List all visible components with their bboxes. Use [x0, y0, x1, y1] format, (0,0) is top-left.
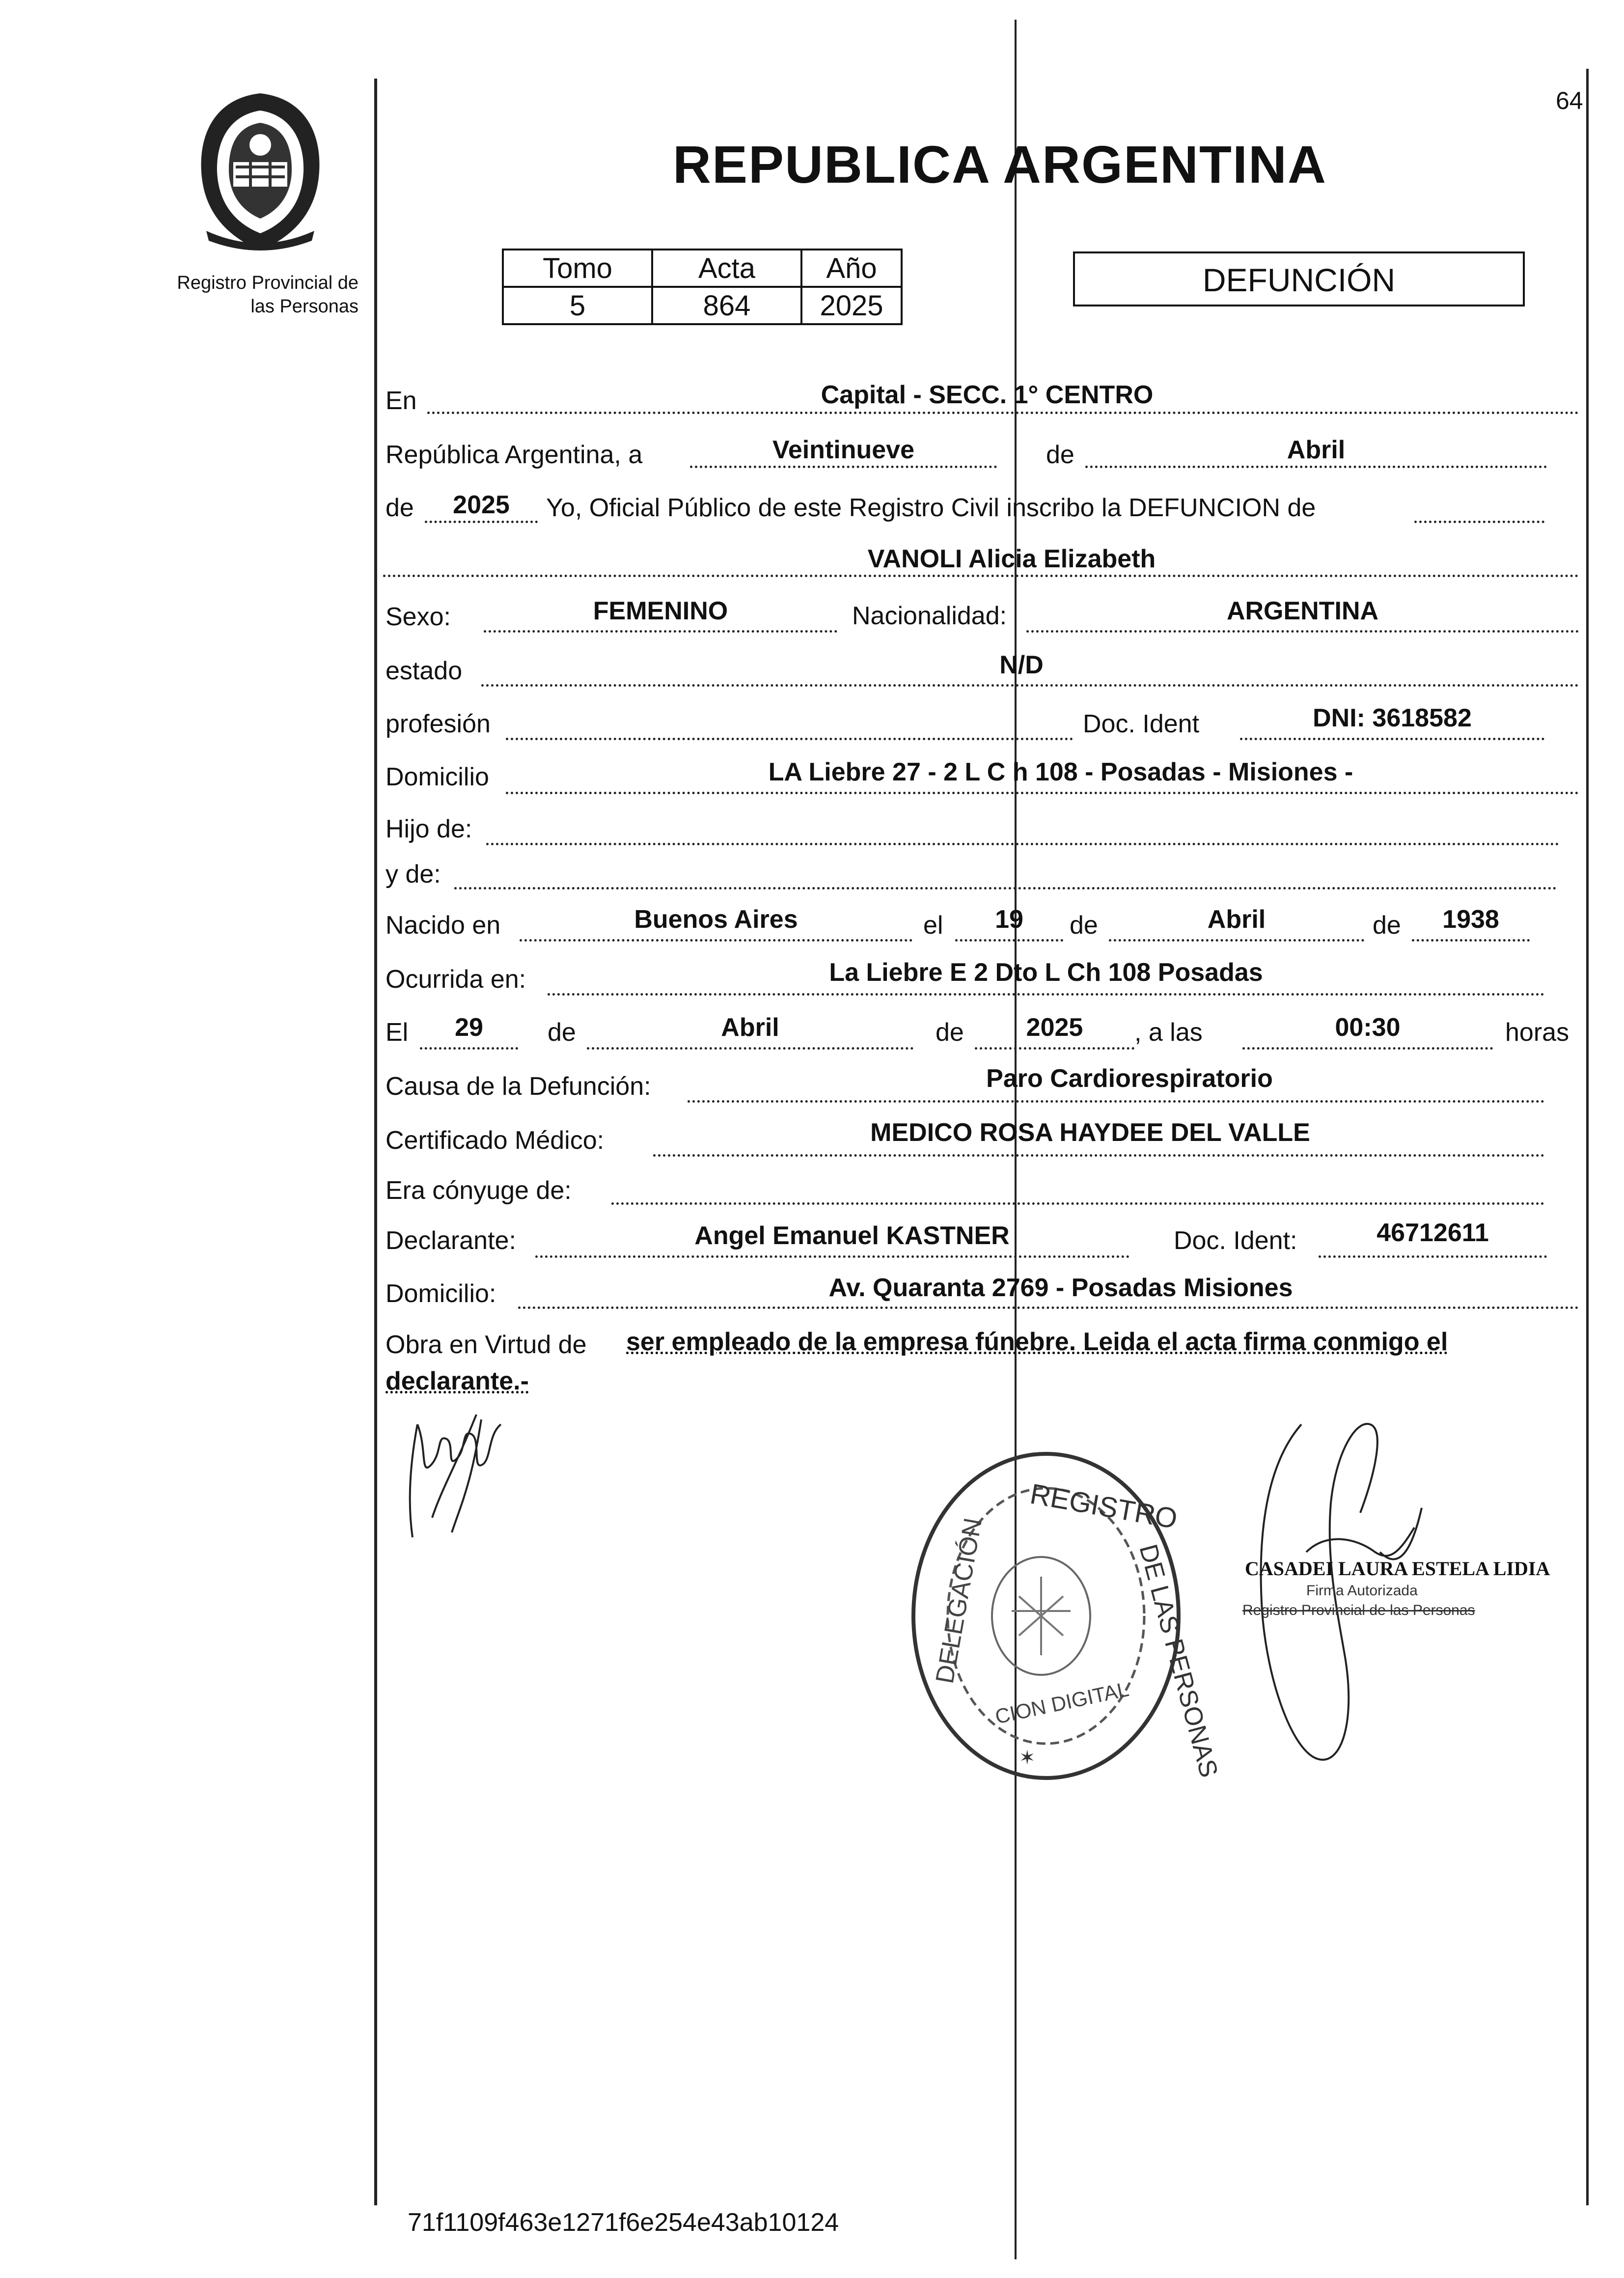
- stamp-ring-bottom: CION DIGITAL: [993, 1677, 1131, 1728]
- nacido-month: Abril: [1207, 905, 1266, 934]
- republica-day-line: [690, 466, 997, 468]
- en-line: [427, 412, 1579, 414]
- fecha-time: 00:30: [1335, 1013, 1401, 1042]
- nacionalidad-value: ARGENTINA: [1226, 597, 1379, 625]
- right-margin-line: [1586, 69, 1589, 2205]
- fecha-time-line: [1242, 1047, 1493, 1050]
- nacido-place: Buenos Aires: [634, 905, 798, 934]
- registry-table: [502, 249, 903, 325]
- registry-header-ano: Año: [801, 250, 902, 287]
- registry-header-acta: Acta: [652, 250, 801, 287]
- sexo-value: FEMENINO: [593, 597, 728, 625]
- doc-ident-label: Doc. Ident: [1083, 710, 1200, 738]
- obra-text-1: ser empleado de la empresa fúnebre. Leida el acta firma conmigo el: [626, 1328, 1448, 1356]
- declarante-doc-line: [1319, 1255, 1547, 1258]
- declarante-line: [535, 1255, 1129, 1258]
- official-name: CASADEI LAURA ESTELA LIDIA: [1245, 1557, 1550, 1580]
- profesion-label: profesión: [385, 710, 491, 738]
- hijo-de-label: Hijo de:: [385, 815, 472, 843]
- fecha-month: Abril: [721, 1013, 779, 1042]
- ocurrida-label: Ocurrida en:: [385, 965, 526, 994]
- certificado-line: [653, 1154, 1544, 1157]
- causa-label: Causa de la Defunción:: [385, 1072, 651, 1101]
- domicilio2-value: Av. Quaranta 2769 - Posadas Misiones: [828, 1274, 1293, 1302]
- registry-value-tomo: 5: [503, 287, 652, 324]
- certificado-label: Certificado Médico:: [385, 1126, 605, 1155]
- estado-value: N/D: [999, 651, 1044, 679]
- sexo-label: Sexo:: [385, 603, 451, 631]
- republica-label: República Argentina, a: [385, 441, 643, 469]
- year-line-year: 2025: [453, 491, 510, 519]
- fecha-a-las: , a las: [1134, 1018, 1203, 1047]
- official-stamp: [908, 1449, 1223, 1783]
- nombre-line: [383, 575, 1579, 577]
- en-label: En: [385, 387, 417, 415]
- causa-value: Paro Cardiorespiratorio: [986, 1064, 1273, 1093]
- registry-value-acta: 864: [652, 287, 801, 324]
- fecha-year-line: [975, 1047, 1134, 1050]
- nacido-month-line: [1109, 939, 1364, 942]
- left-margin-line: [374, 79, 377, 2205]
- registry-value-ano: 2025: [801, 287, 902, 324]
- fecha-day: 29: [455, 1013, 483, 1042]
- fecha-year: 2025: [1026, 1013, 1083, 1042]
- page-number: 64: [1556, 87, 1583, 114]
- document-hash: 71f1109f463e1271f6e254e43ab10124: [408, 2208, 839, 2237]
- republica-month-line: [1085, 466, 1547, 468]
- y-de-line: [454, 887, 1557, 889]
- domicilio-line: [506, 792, 1579, 794]
- estado-label: estado: [385, 657, 463, 685]
- en-value: Capital - SECC. 1° CENTRO: [821, 381, 1154, 409]
- republica-day: Veintinueve: [772, 436, 914, 464]
- document-title: REPUBLICA ARGENTINA: [673, 135, 1327, 194]
- domicilio2-label: Domicilio:: [385, 1279, 496, 1308]
- nacido-label: Nacido en: [385, 911, 501, 940]
- nacido-year-line: [1412, 939, 1530, 942]
- ocurrida-value: La Liebre E 2 Dto L Ch 108 Posadas: [829, 958, 1263, 987]
- domicilio2-line: [518, 1306, 1579, 1309]
- certificado-value: MEDICO ROSA HAYDEE DEL VALLE: [870, 1118, 1310, 1147]
- domicilio-label: Domicilio: [385, 763, 489, 791]
- document-type-box: DEFUNCIÓN: [1073, 251, 1525, 306]
- domicilio-value: LA Liebre 27 - 2 L C h 108 - Posadas - Misiones -: [768, 758, 1353, 786]
- nacido-year: 1938: [1442, 905, 1499, 934]
- causa-line: [688, 1100, 1544, 1103]
- year-line-year-line: [425, 521, 538, 523]
- republica-month: Abril: [1287, 436, 1346, 464]
- sexo-line: [484, 630, 837, 633]
- deceased-name: VANOLI Alicia Elizabeth: [867, 545, 1156, 573]
- year-line-de: de: [385, 494, 414, 522]
- stamp-ring-top: REGISTRO: [1027, 1477, 1180, 1535]
- nacido-place-line: [520, 939, 912, 942]
- nacido-day-line: [955, 939, 1063, 942]
- agency-name: [147, 271, 358, 318]
- fecha-de-1: de: [548, 1018, 576, 1047]
- nacido-de-1: de: [1070, 911, 1098, 940]
- fecha-day-line: [420, 1047, 518, 1050]
- republica-de: de: [1046, 441, 1074, 469]
- declarante-doc-value: 46712611: [1376, 1219, 1489, 1247]
- doc-ident-value: DNI: 3618582: [1313, 704, 1472, 732]
- nacionalidad-label: Nacionalidad:: [852, 602, 1007, 630]
- year-line-text: Yo, Oficial Público de este Registro Civil inscribo la DEFUNCION de: [546, 494, 1316, 522]
- declarante-value: Angel Emanuel KASTNER: [694, 1222, 1010, 1250]
- conyuge-label: Era cónyuge de:: [385, 1176, 572, 1205]
- doc-ident-line: [1240, 738, 1544, 740]
- stamp-ring-right: DE LAS PERSONAS: [1133, 1541, 1223, 1780]
- agency-seal: [187, 88, 334, 255]
- ocurrida-line: [548, 993, 1544, 996]
- conyuge-line: [611, 1202, 1544, 1205]
- fecha-horas: horas: [1505, 1018, 1569, 1047]
- nacionalidad-line: [1026, 630, 1579, 633]
- estado-line: [481, 684, 1579, 687]
- declarante-label: Declarante:: [385, 1226, 516, 1255]
- agency-line-2: las Personas: [250, 296, 358, 317]
- year-line-end-line: [1414, 521, 1544, 523]
- nacido-de-2: de: [1373, 911, 1401, 940]
- fecha-de-2: de: [936, 1018, 964, 1047]
- y-de-label: y de:: [385, 860, 441, 889]
- nacido-el: el: [923, 911, 943, 940]
- declarante-doc-label: Doc. Ident:: [1174, 1226, 1297, 1255]
- fecha-el: El: [385, 1018, 409, 1047]
- official-title: Firma Autorizada: [1306, 1583, 1418, 1599]
- nacido-day: 19: [995, 905, 1023, 934]
- hijo-de-line: [486, 843, 1559, 845]
- svg-text:✶: ✶: [1019, 1747, 1036, 1769]
- stamp-ring-left: DELEGACIÓN: [930, 1516, 988, 1686]
- profesion-line: [506, 738, 1073, 740]
- agency-line-1: Registro Provincial de: [177, 273, 358, 293]
- obra-prefix: Obra en Virtud de: [385, 1331, 587, 1359]
- fecha-month-line: [587, 1047, 913, 1050]
- declarant-signature: [398, 1405, 525, 1547]
- registry-header-tomo: Tomo: [503, 250, 652, 287]
- official-org: Registro Provincial de las Personas: [1242, 1602, 1475, 1618]
- obra-text-2: declarante.-: [385, 1367, 529, 1395]
